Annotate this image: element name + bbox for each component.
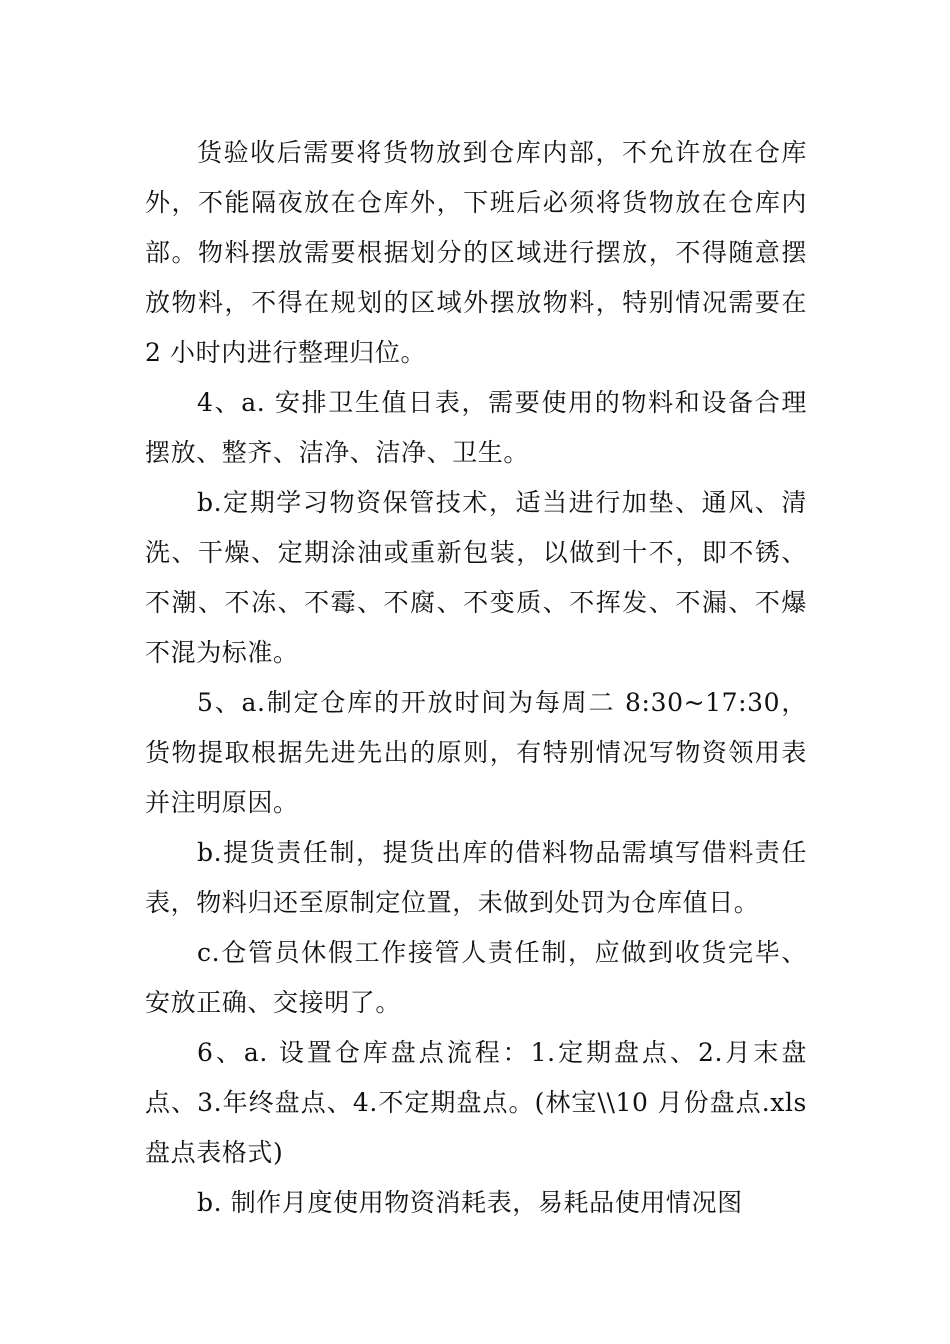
paragraph-5b-pickup-responsibility: b.提货责任制，提货出库的借料物品需填写借料责任表，物料归还至原制定位置，未做到处罚为仓库值日。	[145, 838, 807, 917]
paragraph-5a-opening-hours: 5、a.制定仓库的开放时间为每周二 8:30~17:30，货物提取根据先进先出的原则，有特别情况写物资领用表并注明原因。	[145, 688, 807, 817]
paragraph-5c-handover-responsibility: c.仓管员休假工作接管人责任制，应做到收货完毕、安放正确、交接明了。	[145, 938, 807, 1017]
paragraph-4a-hygiene-schedule: 4、a. 安排卫生值日表，需要使用的物料和设备合理摆放、整齐、洁净、洁净、卫生。	[145, 388, 807, 467]
document-body	[145, 128, 807, 1228]
paragraph-6a-inventory-process: 6、a. 设置仓库盘点流程：1.定期盘点、2.月末盘点、3.年终盘点、4.不定期盘点。(林宝\\10 月份盘点.xls 盘点表格式)	[145, 1038, 807, 1167]
paragraph-6b-consumption-table: b. 制作月度使用物资消耗表，易耗品使用情况图	[197, 1188, 743, 1217]
paragraph-storage-rules: 货验收后需要将货物放到仓库内部，不允许放在仓库外，不能隔夜放在仓库外，下班后必须将货物放在仓库内部。物料摆放需要根据划分的区域进行摆放，不得随意摆放物料，不得在规划的区域外摆放物料，特别情况需要在 2 小时内进行整理归位。	[145, 138, 807, 367]
paragraph-4b-preservation: b.定期学习物资保管技术，适当进行加垫、通风、清洗、干燥、定期涂油或重新包装，以做到十不，即不锈、不潮、不冻、不霉、不腐、不变质、不挥发、不漏、不爆不混为标准。	[145, 488, 807, 667]
